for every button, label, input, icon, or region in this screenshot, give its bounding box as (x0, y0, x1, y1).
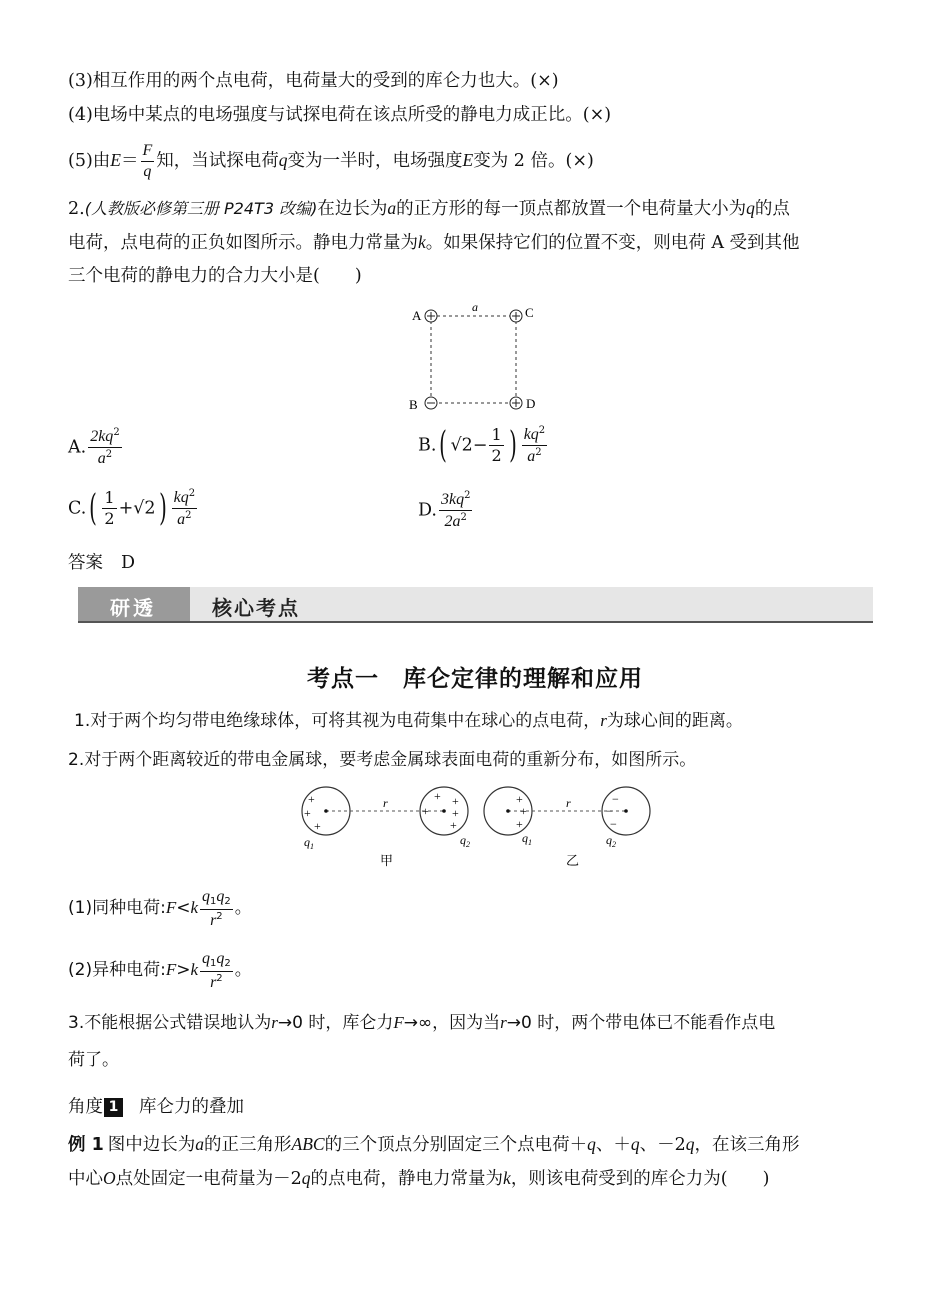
section-banner (78, 587, 873, 623)
question-2-line-2: 电荷，点电荷的正负如图所示。静电力常量为k。如果保持它们的位置不变，则电荷 A 受到其他 (68, 232, 800, 253)
angle-number-badge: 1 (104, 1098, 123, 1117)
svg-text:+: + (308, 792, 315, 806)
label-d: D (526, 396, 536, 411)
svg-text:+: + (422, 804, 429, 818)
svg-text:+: + (304, 806, 311, 820)
svg-text:q2: $q_2$ (460, 833, 470, 849)
svg-text:+: + (452, 806, 459, 820)
svg-text:q2: $q_2$ (606, 833, 616, 849)
item-4: (4)电场中某点的电场强度与试探电荷在该点所受的静电力成正比。(×) (68, 105, 612, 125)
svg-text:+: + (452, 794, 459, 808)
banner-tag: 研透 (110, 596, 156, 620)
point-3-line-1: 3.不能根据公式错误地认为r→0 时，库仑力F→∞，因为当r→0 时，两个带电体已不能看作点电 (68, 1013, 776, 1033)
option-b[interactable]: B.( √2− $\frac{1}{2}$ ) $\frac{kq^2}{a^2}$ (418, 424, 546, 466)
label-b: B (409, 397, 418, 412)
sub-point-2: (2)异种电荷:F>k $\frac{q_1q_2}{r^2}$ 。 (68, 949, 252, 991)
svg-text:+: + (450, 818, 457, 832)
answer: 答案 D (68, 553, 136, 573)
charge-b-negative (425, 397, 437, 409)
option-c[interactable]: C.( $\frac{1}{2}$ +√2) $\frac{kq^2}{a^2}$ (68, 487, 196, 529)
svg-text:+: + (434, 789, 441, 803)
svg-text:−: − (612, 792, 619, 806)
square-charges-figure (400, 298, 550, 416)
svg-text:−: − (610, 817, 617, 831)
svg-text:−: − (606, 804, 613, 818)
point-3-line-2: 荷了。 (68, 1050, 119, 1070)
label-yi: 乙 (566, 853, 580, 868)
label-jia: 甲 (380, 853, 394, 868)
option-a[interactable]: A. $\frac{2kq^2}{a^2}$ (68, 427, 120, 467)
section-title: 考点一 库仑定律的理解和应用 (307, 666, 643, 692)
label-side-a: a (472, 300, 478, 314)
option-d[interactable]: D. $\frac{3kq^2}{2a^2}$ (418, 490, 471, 530)
square-outline (431, 316, 516, 403)
fraction-f-over-q: $\frac{F}{q}$ (142, 142, 153, 180)
charge-a-positive (425, 310, 437, 322)
example-1-line-2: 中心O点处固定一电荷量为－2q的点电荷，静电力常量为k，则该电荷受到的库仑力为( ) (68, 1168, 770, 1189)
item-5: (5)由E＝ $\frac{F}{q}$ 知，当试探电荷q变为一半时，电场强度E变为 2 倍。(×) (68, 142, 594, 180)
spheres-figure (296, 783, 661, 873)
charge-c-positive (510, 310, 522, 322)
svg-text:r: r (566, 796, 571, 810)
svg-text:+: + (516, 792, 523, 806)
banner-title: 核心考点 (212, 596, 300, 620)
svg-text:r: r (383, 796, 388, 810)
svg-text:+: + (314, 819, 321, 833)
point-2: 2.对于两个距离较近的带电金属球，要考虑金属球表面电荷的重新分布，如图所示。 (68, 750, 697, 770)
question-2-line-3: 三个电荷的静电力的合力大小是( ) (68, 266, 362, 286)
svg-text:+: + (520, 804, 527, 818)
svg-text:q1: $q_1$ (304, 835, 314, 851)
sub-point-1: (1)同种电荷:F<k $\frac{q_1q_2}{r^2}$ 。 (68, 887, 252, 929)
label-a: A (412, 308, 422, 323)
svg-text:q1: $q_1$ (522, 831, 532, 847)
point-1: 1.对于两个均匀带电绝缘球体，可将其视为电荷集中在球心的点电荷，r为球心间的距离。 (74, 711, 743, 731)
angle-heading: 角度 1 库仑力的叠加 (68, 1097, 244, 1117)
svg-text:+: + (516, 817, 523, 831)
example-1-line-1: 例 1 图中边长为a的正三角形ABC的三个顶点分别固定三个点电荷＋q、＋q、－2q，在该三角形 (68, 1134, 800, 1155)
charge-d-positive (510, 397, 522, 409)
label-c: C (525, 305, 534, 320)
question-2-line-1: 2.(人教版必修第三册 P24T3 改编)在边长为a的正方形的每一顶点都放置一个电荷量大小为q的点 (68, 198, 790, 219)
item-3: (3)相互作用的两个点电荷，电荷量大的受到的库仑力也大。(×) (68, 71, 559, 91)
